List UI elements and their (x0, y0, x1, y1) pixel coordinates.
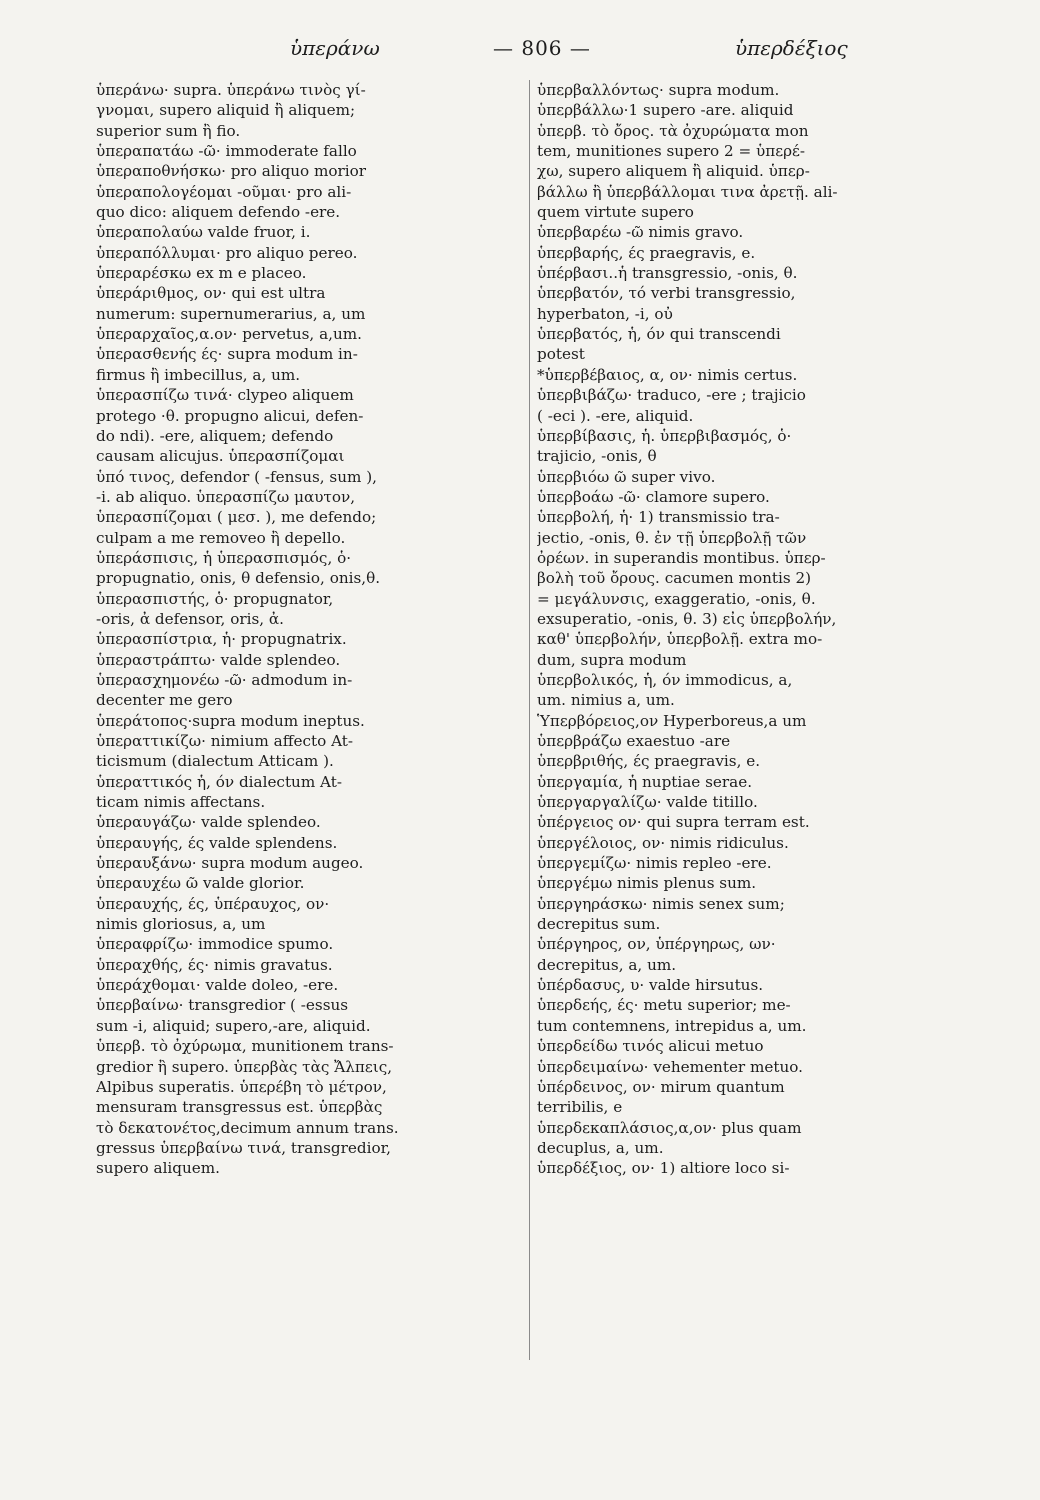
dictionary-line: ὑπερβαλλόντως· supra modum. (537, 81, 780, 99)
dictionary-line: ὑπεραφρίζω· immodice spumo. (96, 935, 334, 954)
dictionary-line: potest (537, 345, 585, 364)
dictionary-line: exsuperatio, -onis, θ. 3) εἰς ὑπερβολήν, (537, 609, 837, 628)
dictionary-line: βολὴ τοῦ ὄρους. cacumen montis 2) (537, 569, 812, 588)
dictionary-line: ὑπεραπολογέομαι -οῦμαι· pro ali- (96, 182, 352, 201)
dictionary-line: ὑπερβολικός, ἡ, όν immodicus, a, (537, 670, 793, 689)
dictionary-line: ὑπεργέμω nimis plenus sum. (537, 874, 757, 893)
dictionary-line: τὸ δεκατονέτος,decimum annum trans. (96, 1118, 399, 1137)
dictionary-line: ὑπέρδεινος, ον· mirum quantum (537, 1077, 785, 1096)
dictionary-line: γνομαι, supero aliquid ἢ aliquem; (96, 101, 356, 120)
page-number: — 806 — (493, 36, 591, 60)
dictionary-line: χω, supero aliquem ἢ aliquid. ὑπερ- (537, 162, 810, 181)
dictionary-line: ὑπεργαργαλίζω· valde titillo. (537, 793, 758, 812)
dictionary-line: ὑπερασπίστρια, ἡ· propugnatrix. (96, 630, 347, 649)
dictionary-line: ὑπερβιβάζω· traduco, -ere ; trajicio (537, 386, 806, 405)
dictionary-line: ὑπεραυγάζω· valde splendeo. (96, 813, 321, 832)
dictionary-line: ticismum (dialectum Atticam ). (96, 752, 334, 771)
dictionary-line: ὑπερασθενής ές· supra modum in- (96, 345, 358, 364)
dictionary-line: ὑπερβ. τὸ ὀχύρωμα, munitionem trans- (96, 1037, 394, 1056)
dictionary-line: ticam nimis affectans. (96, 793, 266, 812)
dictionary-line: culpam a me removeo ἢ depello. (96, 528, 346, 547)
dictionary-line: ὑπερβάλλω·1 supero -are. aliquid (537, 101, 794, 120)
dictionary-line: βάλλω ἢ ὑπερβάλλομαι τινα ἀρετῇ. ali- (537, 182, 838, 201)
dictionary-line: gressus ὑπερβαίνω τινά, transgredior, (96, 1138, 392, 1157)
dictionary-line: numerum: supernumerarius, a, um (96, 304, 366, 323)
dictionary-line: ὑπερβράζω exaestuo -are (537, 732, 731, 750)
dictionary-line: Ὑπερβόρειος,ον Hyperboreus,a um (537, 711, 807, 730)
dictionary-line: ὑπερβατόν, τό verbi transgressio, (537, 284, 796, 303)
dictionary-line: dum, supra modum (537, 650, 687, 669)
dictionary-line: -oris, ἀ defensor, oris, ἀ. (96, 609, 285, 628)
dictionary-line: *ὑπερβέβαιος, α, ον· nimis certus. (537, 365, 798, 384)
dictionary-line: ὑπερβολή, ἡ· 1) transmissio tra- (537, 508, 780, 527)
dictionary-line: mensuram transgressus est. ὑπερβὰς (96, 1098, 383, 1117)
dictionary-line: decrepitus sum. (537, 915, 661, 934)
dictionary-line: jectio, -onis, θ. ἐν τῇ ὑπερβολῇ τῶν (537, 528, 807, 547)
dictionary-line: ὑπεραρχαῖος,α.ον· pervetus, a,um. (96, 325, 362, 344)
dictionary-line: ὑπό τινος, defendor ( -fensus, sum ), (96, 467, 377, 486)
dictionary-line: ὑπεραυχέω ῶ valde glorior. (96, 874, 305, 893)
dictionary-line: ὑπέρδασυς, υ· valde hirsutus. (537, 976, 764, 995)
dictionary-line: ὑπερβίβασις, ἡ. ὑπερβιβασμός, ὁ· (537, 426, 792, 445)
dictionary-line: ὑπερβοάω -ῶ· clamore supero. (537, 487, 770, 506)
dictionary-line: ὑπεράνω· supra. ὑπεράνω τινὸς γί- (96, 81, 366, 99)
dictionary-line: ὀρέων. in superandis montibus. ὑπερ- (537, 548, 826, 567)
dictionary-line: ὑπερασπιστής, ὁ· propugnator, (96, 589, 334, 608)
dictionary-line: ὑπεραττικός ἡ, όν dialectum At- (96, 772, 342, 791)
header-last-entry: ὑπερδέξιος (735, 36, 848, 60)
dictionary-line: ὑπεραπατάω -ῶ· immoderate fallo (96, 142, 357, 161)
dictionary-line: firmus ἢ imbecillus, a, um. (96, 365, 301, 384)
dictionary-line: ( -eci ). -ere, aliquid. (537, 406, 694, 425)
dictionary-line: ὑπερβαρέω -ῶ nimis gravo. (537, 223, 744, 242)
dictionary-line: καθ' ὑπερβολήν, ὑπερβολῇ. extra mo- (537, 630, 823, 649)
dictionary-line: ὑπερβαρής, ές praegravis, e. (537, 243, 756, 262)
dictionary-line: ὑπεραυχής, ές, ὑπέραυχος, ον· (96, 894, 330, 913)
dictionary-line: quem virtute supero (537, 203, 694, 222)
dictionary-line: hyperbaton, -i, οὐ (537, 304, 673, 323)
dictionary-line: ὑπεράχθομαι· valde doleo, -ere. (96, 976, 339, 995)
dictionary-line: sum -i, aliquid; supero,-are, aliquid. (96, 1016, 371, 1035)
dictionary-line: ὑπέργειος ον· qui supra terram est. (537, 813, 810, 832)
dictionary-line: -i. ab aliquo. ὑπερασπίζω μαυτον, (96, 487, 356, 506)
dictionary-line: trajicio, -onis, θ (537, 447, 657, 466)
dictionary-line: ὑπέρβασι..ἡ transgressio, -onis, θ. (537, 264, 798, 283)
dictionary-line: ὑπεραπόλλυμαι· pro aliquo pereo. (96, 243, 358, 262)
dictionary-line: = μεγάλυνσις, exaggeratio, -onis, θ. (537, 589, 816, 608)
dictionary-line: ὑπεργαμία, ἡ nuptiae serae. (537, 772, 753, 791)
dictionary-line: quo dico: aliquem defendo -ere. (96, 203, 341, 222)
dictionary-line: ὑπεργηράσκω· nimis senex sum; (537, 894, 785, 913)
dictionary-line: Alpibus superatis. ὑπερέβη τὸ μέτρον, (96, 1077, 387, 1096)
dictionary-line: tem, munitiones supero 2 = ὑπερέ- (537, 142, 806, 161)
dictionary-line: decuplus, a, um. (537, 1138, 664, 1157)
dictionary-line: ὑπεράριθμος, ον· qui est ultra (96, 284, 326, 303)
dictionary-line: causam alicujus. ὑπερασπίζομαι (96, 447, 345, 466)
dictionary-line: ὑπερβριθής, ές praegravis, e. (537, 752, 761, 771)
dictionary-line: ὑπεράσπισις, ἡ ὑπερασπισμός, ὁ· (96, 548, 352, 567)
column-divider (529, 80, 530, 1360)
dictionary-line: ὑπερασπίζομαι ( μεσ. ), me defendo; (96, 508, 377, 527)
dictionary-line: supero aliquem. (96, 1159, 221, 1178)
dictionary-line: ὑπερδειμαίνω· vehementer metuo. (537, 1057, 803, 1076)
dictionary-line: ὑπεραρέσκω ex m e placeo. (96, 264, 307, 283)
dictionary-line: protego ·θ. propugno alicui, defen- (96, 406, 364, 425)
dictionary-line: ὑπερβατός, ἡ, όν qui transcendi (537, 325, 781, 344)
dictionary-line: ὑπερβιόω ῶ super vivo. (537, 467, 716, 486)
dictionary-line: ὑπεργεμίζω· nimis repleo -ere. (537, 854, 772, 873)
dictionary-line: terribilis, e (537, 1098, 623, 1117)
dictionary-line: decenter me gero (96, 691, 233, 710)
dictionary-line: decrepitus, a, um. (537, 955, 677, 974)
dictionary-line: ὑπεργέλοιος, ον· nimis ridiculus. (537, 833, 789, 852)
dictionary-line: nimis gloriosus, a, um (96, 915, 266, 934)
dictionary-line: ὑπερβ. τὸ ὄρος. τὰ ὀχυρώματα mon (537, 121, 809, 140)
dictionary-line: propugnatio, onis, θ defensio, onis,θ. (96, 569, 381, 588)
dictionary-line: gredior ἢ supero. ὑπερβὰς τὰς Ἄλπεις, (96, 1057, 393, 1076)
dictionary-line: ὑπεράτοπος·supra modum ineptus. (96, 711, 365, 730)
dictionary-line: ὑπερασχημονέω -ῶ· admodum in- (96, 670, 353, 689)
dictionary-line: ὑπεραυγής, ές valde splendens. (96, 833, 338, 852)
running-head (95, 36, 945, 66)
header-first-entry: ὑπεράνω (290, 36, 380, 60)
left-column (96, 80, 521, 1370)
dictionary-line: ὑπεραχθής, ές· nimis gravatus. (96, 955, 333, 974)
dictionary-line: ὑπερδεκαπλάσιος,α,ον· plus quam (537, 1118, 802, 1137)
dictionary-line: ὑπεραυξάνω· supra modum augeo. (96, 854, 364, 873)
dictionary-line: ὑπεραπολαύω valde fruor, i. (96, 223, 311, 242)
dictionary-line: ὑπέργηρος, ον, ὑπέργηρως, ων· (537, 935, 776, 954)
dictionary-line: ὑπερδείδω τινός alicui metuo (537, 1037, 764, 1056)
dictionary-line: um. nimius a, um. (537, 691, 675, 710)
dictionary-line: superior sum ἢ fio. (96, 121, 241, 140)
dictionary-line: ὑπερδεής, ές· metu superior; me- (537, 996, 791, 1015)
dictionary-line: ὑπερβαίνω· transgredior ( -essus (96, 996, 349, 1015)
dictionary-line: tum contemnens, intrepidus a, um. (537, 1016, 807, 1035)
dictionary-line: ὑπεραττικίζω· nimium affecto At- (96, 732, 354, 750)
dictionary-line: ὑπεραποθνήσκω· pro aliquo morior (96, 162, 367, 181)
dictionary-line: ὑπεραστράπτω· valde splendeo. (96, 650, 341, 669)
right-column (537, 80, 949, 1380)
dictionary-line: ὑπερδέξιος, ον· 1) altiore loco si- (537, 1159, 790, 1178)
dictionary-line: ὑπερασπίζω τινά· clypeo aliquem (96, 386, 354, 405)
dictionary-line: do ndi). -ere, aliquem; defendo (96, 426, 334, 445)
